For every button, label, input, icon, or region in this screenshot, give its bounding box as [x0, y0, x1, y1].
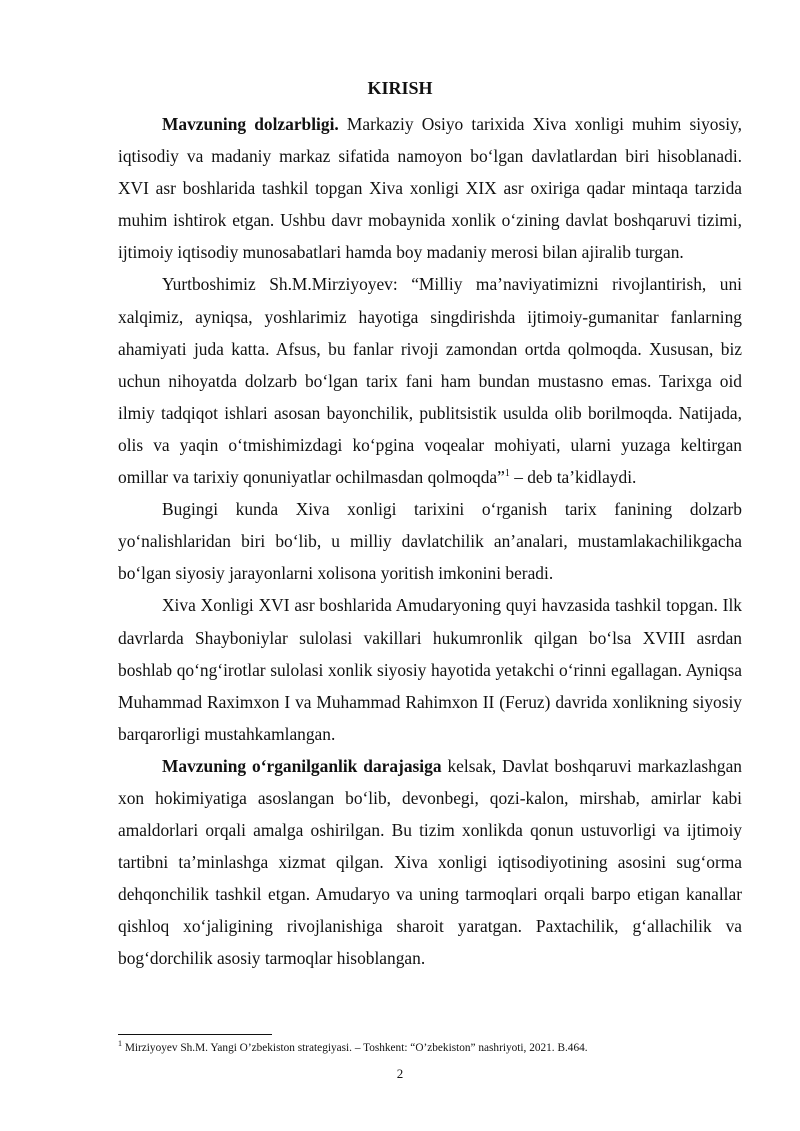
paragraph-text: Xiva Xonligi XVI asr boshlarida Amudaryoning quyi havzasida tashkil topgan. Ilk davrlarda Shayboniylar sulolasi vakillari hukumronlik qilgan bo‘lsa XVIII asrdan boshlab qo‘ng‘irotlar sulolasi xonlik siyosiy hayotida yetakchi o‘rinni egallagan. Ayniqsa Muhammad Raximxon I va Muhammad Rahimxon II (Feruz) davrida xonlikning siyosiy barqarorligi mustahkamlangan.: [118, 595, 742, 744]
footnote: [118, 1041, 758, 1056]
footnote-reference[interactable]: 1: [504, 468, 510, 480]
paragraph-text: kelsak, Davlat boshqaruvi markazlashgan xon hokimiyatiga asoslangan bo‘lib, devonbegi, qozi-kalon, mirshab, amirlar kabi amaldorlari orqali amalga oshirilgan. Bu tizim xonlikda qonun ustuvorligi va ijtimoiy tartibni ta’minlashga xizmat qilgan. Xiva xonligi iqtisodiyotining asosini sug‘orma dehqonchilik tashkil etgan. Amudaryo va uning tarmoqlari orqali barpo etigan kanallar qishloq xo‘jaligining rivojlanishiga sharoit yaratgan. Paxtachilik, g‘allachilik va bog‘dorchilik asosiy tarmoqlar hisoblangan.: [118, 755, 742, 969]
paragraph-history: [118, 589, 742, 749]
paragraph-study-level: [118, 750, 742, 975]
footnote-marker: 1: [118, 1039, 122, 1049]
paragraph-lead: Mavzuning dolzarbligi.: [162, 114, 339, 134]
paragraph-text: Markaziy Osiyo tarixida Xiva xonligi muhim siyosiy, iqtisodiy va madaniy markaz sifatida namoyon bo‘lgan davlatlardan biri hisoblanadi. XVI asr boshlarida tashkil topgan Xiva xonligi XIX asr oxiriga qadar mintaqa tarzida muhim ishtirok etgan. Ushbu davr mobaynida xonlik o‘zining davlat boshqaruvi tizimi, ijtimoiy iqtisodiy munosabatlari hamda boy madaniy merosi bilan ajiralib turgan.: [118, 114, 742, 263]
footnote-divider: [118, 1034, 272, 1035]
paragraph-text: Yurtboshimiz Sh.M.Mirziyoyev: “Milliy ma’naviyatimizni rivojlantirish, uni xalqimiz, ayniqsa, yoshlarimiz hayotiga singdirishda ijtimoiy-gumanitar fanlarning ahamiyati juda katta. Afsus, bu fanlar rivoji zamondan ortda qolmoqda. Xususan, biz uchun nihoyatda dolzarb bo‘lgan tarix fani ham bundan mustasno emas. Tarixga oid ilmiy tadqiqot ishlari asosan bayonchilik, publitsistik usulda olib borilmoqda. Natijada, olis va yaqin o‘tmishimizdagi ko‘pgina voqealar mohiyati, ularni yuzaga keltirgan omillar va tarixiy qonuniyatlar ochilmasdan qolmoqda”: [118, 274, 742, 488]
footnote-text: Mirziyoyev Sh.M. Yangi O’zbekiston strategiyasi. – Toshkent: “O’zbekiston” nashriyoti, 2021. B.464.: [122, 1042, 588, 1054]
paragraph-quote: [118, 268, 742, 493]
paragraph-relevance: [118, 108, 742, 268]
paragraph-importance: [118, 493, 742, 589]
paragraph-text-after: – deb ta’kidlaydi.: [509, 467, 637, 488]
page-title: KIRISH: [367, 78, 433, 98]
paragraph-text: Bugingi kunda Xiva xonligi tarixini o‘rganish tarix fanining dolzarb yo‘nalishlaridan biri bo‘lib, u milliy davlatchilik an’analari, mustamlakachilikgacha bo‘lgan siyosiy jarayonlarni xolisona yoritish imkonini beradi.: [118, 499, 742, 584]
paragraph-lead: Mavzuning o‘rganilganlik darajasiga: [162, 755, 442, 776]
page-number: 2: [396, 1066, 404, 1081]
document-body: [118, 108, 742, 975]
